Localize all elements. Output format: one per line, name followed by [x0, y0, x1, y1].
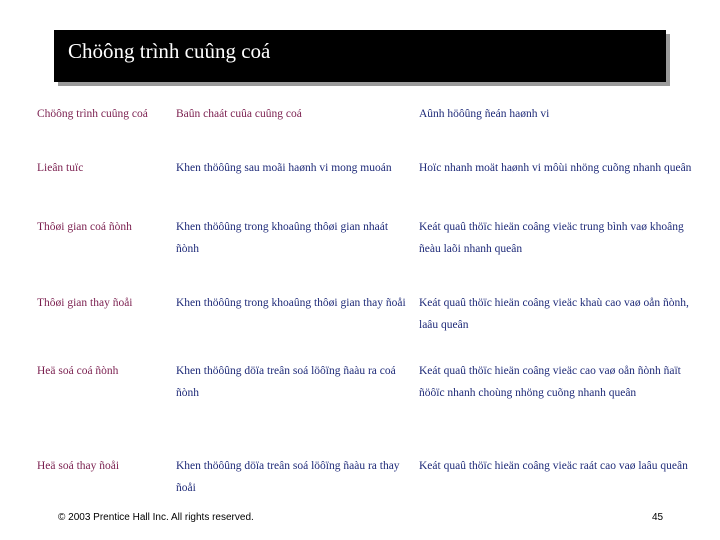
row-effect: Keát quaû thöïc hieän coâng vieäc khaù cao vaø oån ñònh, laâu queân — [419, 297, 689, 331]
row-nature: Khen thöôûng trong khoaûng thôøi gian thay ñoåi — [176, 297, 406, 309]
row-effect: Hoïc nhanh moät haønh vi môùi nhöng cuõng nhanh queân — [419, 162, 692, 174]
slide-title: Chöông trình cuûng coá — [68, 39, 271, 63]
title-bar — [54, 30, 666, 82]
row-nature: Khen thöôûng sau moãi haønh vi mong muoán — [176, 162, 392, 174]
row-effect: Keát quaû thöïc hieän coâng vieäc cao vaø oån ñònh ñaït ñöôïc nhanh choùng nhöng cuõng nhanh queân — [419, 365, 681, 399]
row-program: Thôøi gian thay ñoåi — [37, 297, 133, 309]
row-program: Thôøi gian coá ñònh — [37, 221, 132, 233]
row-nature: Khen thöôûng döïa treân soá löôïng ñaàu ra thay ñoåi — [176, 460, 400, 494]
row-program: Heä soá thay ñoåi — [37, 460, 120, 472]
row-nature: Khen thöôûng döïa treân soá löôïng ñaàu ra coá ñònh — [176, 365, 396, 399]
header-program: Chöông trình cuûng coá — [37, 108, 148, 120]
row-program: Heä soá coá ñònh — [37, 365, 119, 377]
row-effect: Keát quaû thöïc hieän coâng vieäc raát cao vaø laâu queân — [419, 460, 688, 472]
row-effect: Keát quaû thöïc hieän coâng vieäc trung bình vaø khoâng ñeàu laõi nhanh queân — [419, 221, 684, 255]
copyright-footer: © 2003 Prentice Hall Inc. All rights reserved. — [58, 512, 254, 523]
page-number: 45 — [652, 512, 664, 523]
row-nature: Khen thöôûng trong khoaûng thôøi gian nhaát ñònh — [176, 221, 389, 255]
header-effect: Aûnh höôûng ñeán haønh vi — [419, 108, 550, 120]
header-nature: Baûn chaát cuûa cuûng coá — [176, 108, 302, 120]
row-program: Lieân tuïc — [37, 162, 84, 174]
